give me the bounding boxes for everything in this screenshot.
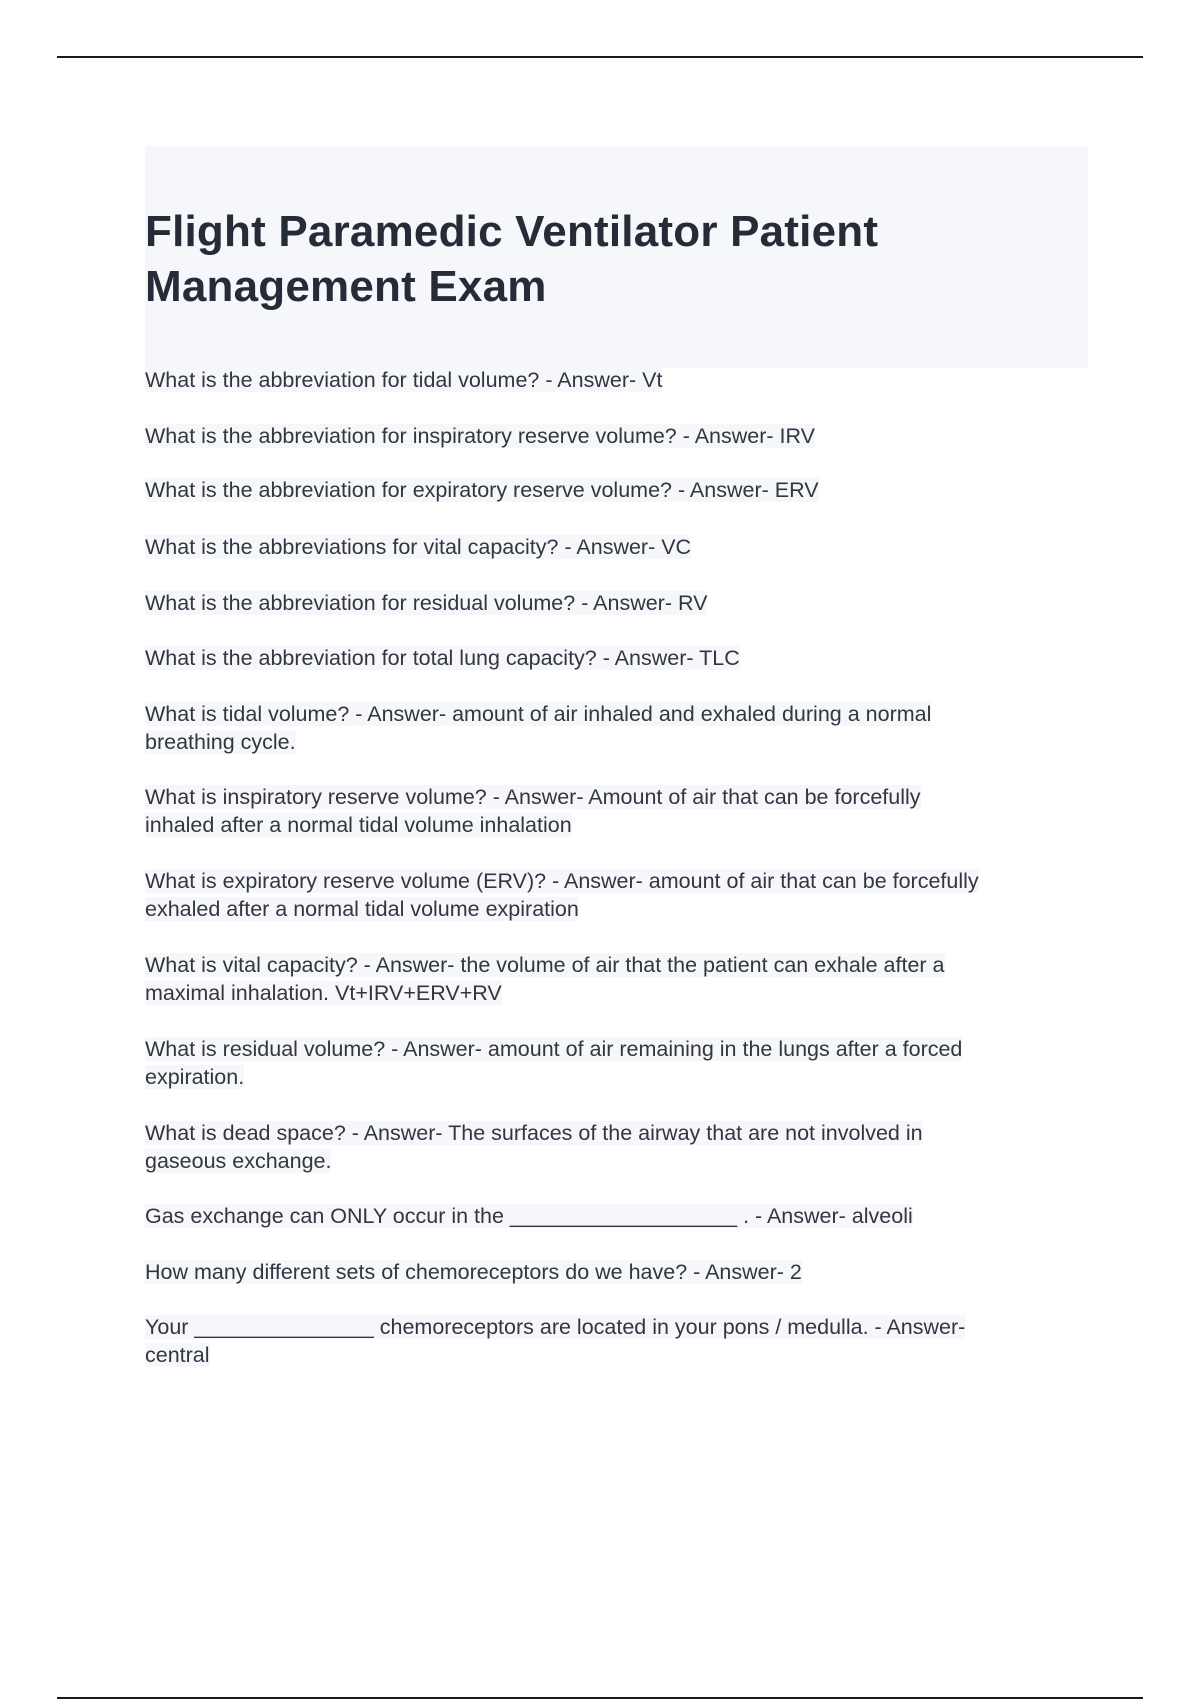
qa-line: What is the abbreviation for total lung capacity? - Answer- TLC	[145, 646, 740, 670]
qa-item	[145, 700, 1095, 756]
document-title	[145, 204, 878, 314]
qa-line: What is vital capacity? - Answer- the volume of air that the patient can exhale after a	[145, 953, 945, 977]
qa-line: inhaled after a normal tidal volume inhalation	[145, 813, 572, 837]
qa-item	[145, 589, 1095, 617]
title-line-1: Flight Paramedic Ventilator Patient	[145, 207, 879, 256]
qa-line: What is dead space? - Answer- The surfaces of the airway that are not involved in	[145, 1121, 923, 1145]
qa-item	[145, 476, 1095, 504]
qa-line: What is tidal volume? - Answer- amount of air inhaled and exhaled during a normal	[145, 702, 932, 726]
title-line-2: Management Exam	[145, 262, 547, 311]
qa-item	[145, 1258, 1095, 1286]
qa-item	[145, 1119, 1095, 1175]
qa-line: breathing cycle.	[145, 730, 296, 754]
qa-line: What is the abbreviation for expiratory reserve volume? - Answer- ERV	[145, 478, 819, 502]
qa-item	[145, 867, 1095, 923]
qa-item	[145, 533, 1095, 561]
qa-list	[145, 366, 1095, 1369]
qa-item	[145, 1035, 1095, 1091]
qa-line: What is inspiratory reserve volume? - Answer- Amount of air that can be forcefully	[145, 785, 921, 809]
qa-line: What is the abbreviation for tidal volume? - Answer- Vt	[145, 368, 663, 392]
qa-item	[145, 783, 1095, 839]
qa-item	[145, 644, 1095, 672]
qa-line: expiration.	[145, 1065, 245, 1089]
qa-item	[145, 422, 1095, 450]
qa-line: What is the abbreviation for residual volume? - Answer- RV	[145, 591, 708, 615]
qa-item	[145, 1313, 1095, 1369]
qa-line: What is expiratory reserve volume (ERV)? - Answer- amount of air that can be forcefully	[145, 869, 979, 893]
qa-item	[145, 366, 1095, 394]
qa-line: What is the abbreviation for inspiratory reserve volume? - Answer- IRV	[145, 424, 815, 448]
qa-line: Your _______________ chemoreceptors are located in your pons / medulla. - Answer-	[145, 1315, 966, 1339]
title-block	[145, 146, 1088, 368]
qa-line: What is the abbreviations for vital capacity? - Answer- VC	[145, 535, 692, 559]
qa-item	[145, 1202, 1095, 1230]
qa-line: gaseous exchange.	[145, 1149, 332, 1173]
qa-line: How many different sets of chemoreceptors do we have? - Answer- 2	[145, 1260, 802, 1284]
qa-line: What is residual volume? - Answer- amount of air remaining in the lungs after a forced	[145, 1037, 963, 1061]
qa-line: maximal inhalation. Vt+IRV+ERV+RV	[145, 981, 502, 1005]
qa-line: Gas exchange can ONLY occur in the ___________________ . - Answer- alveoli	[145, 1204, 913, 1228]
qa-item	[145, 951, 1095, 1007]
top-divider	[57, 56, 1143, 58]
qa-line: central	[145, 1343, 210, 1367]
qa-line: exhaled after a normal tidal volume expiration	[145, 897, 579, 921]
bottom-divider	[57, 1697, 1143, 1699]
